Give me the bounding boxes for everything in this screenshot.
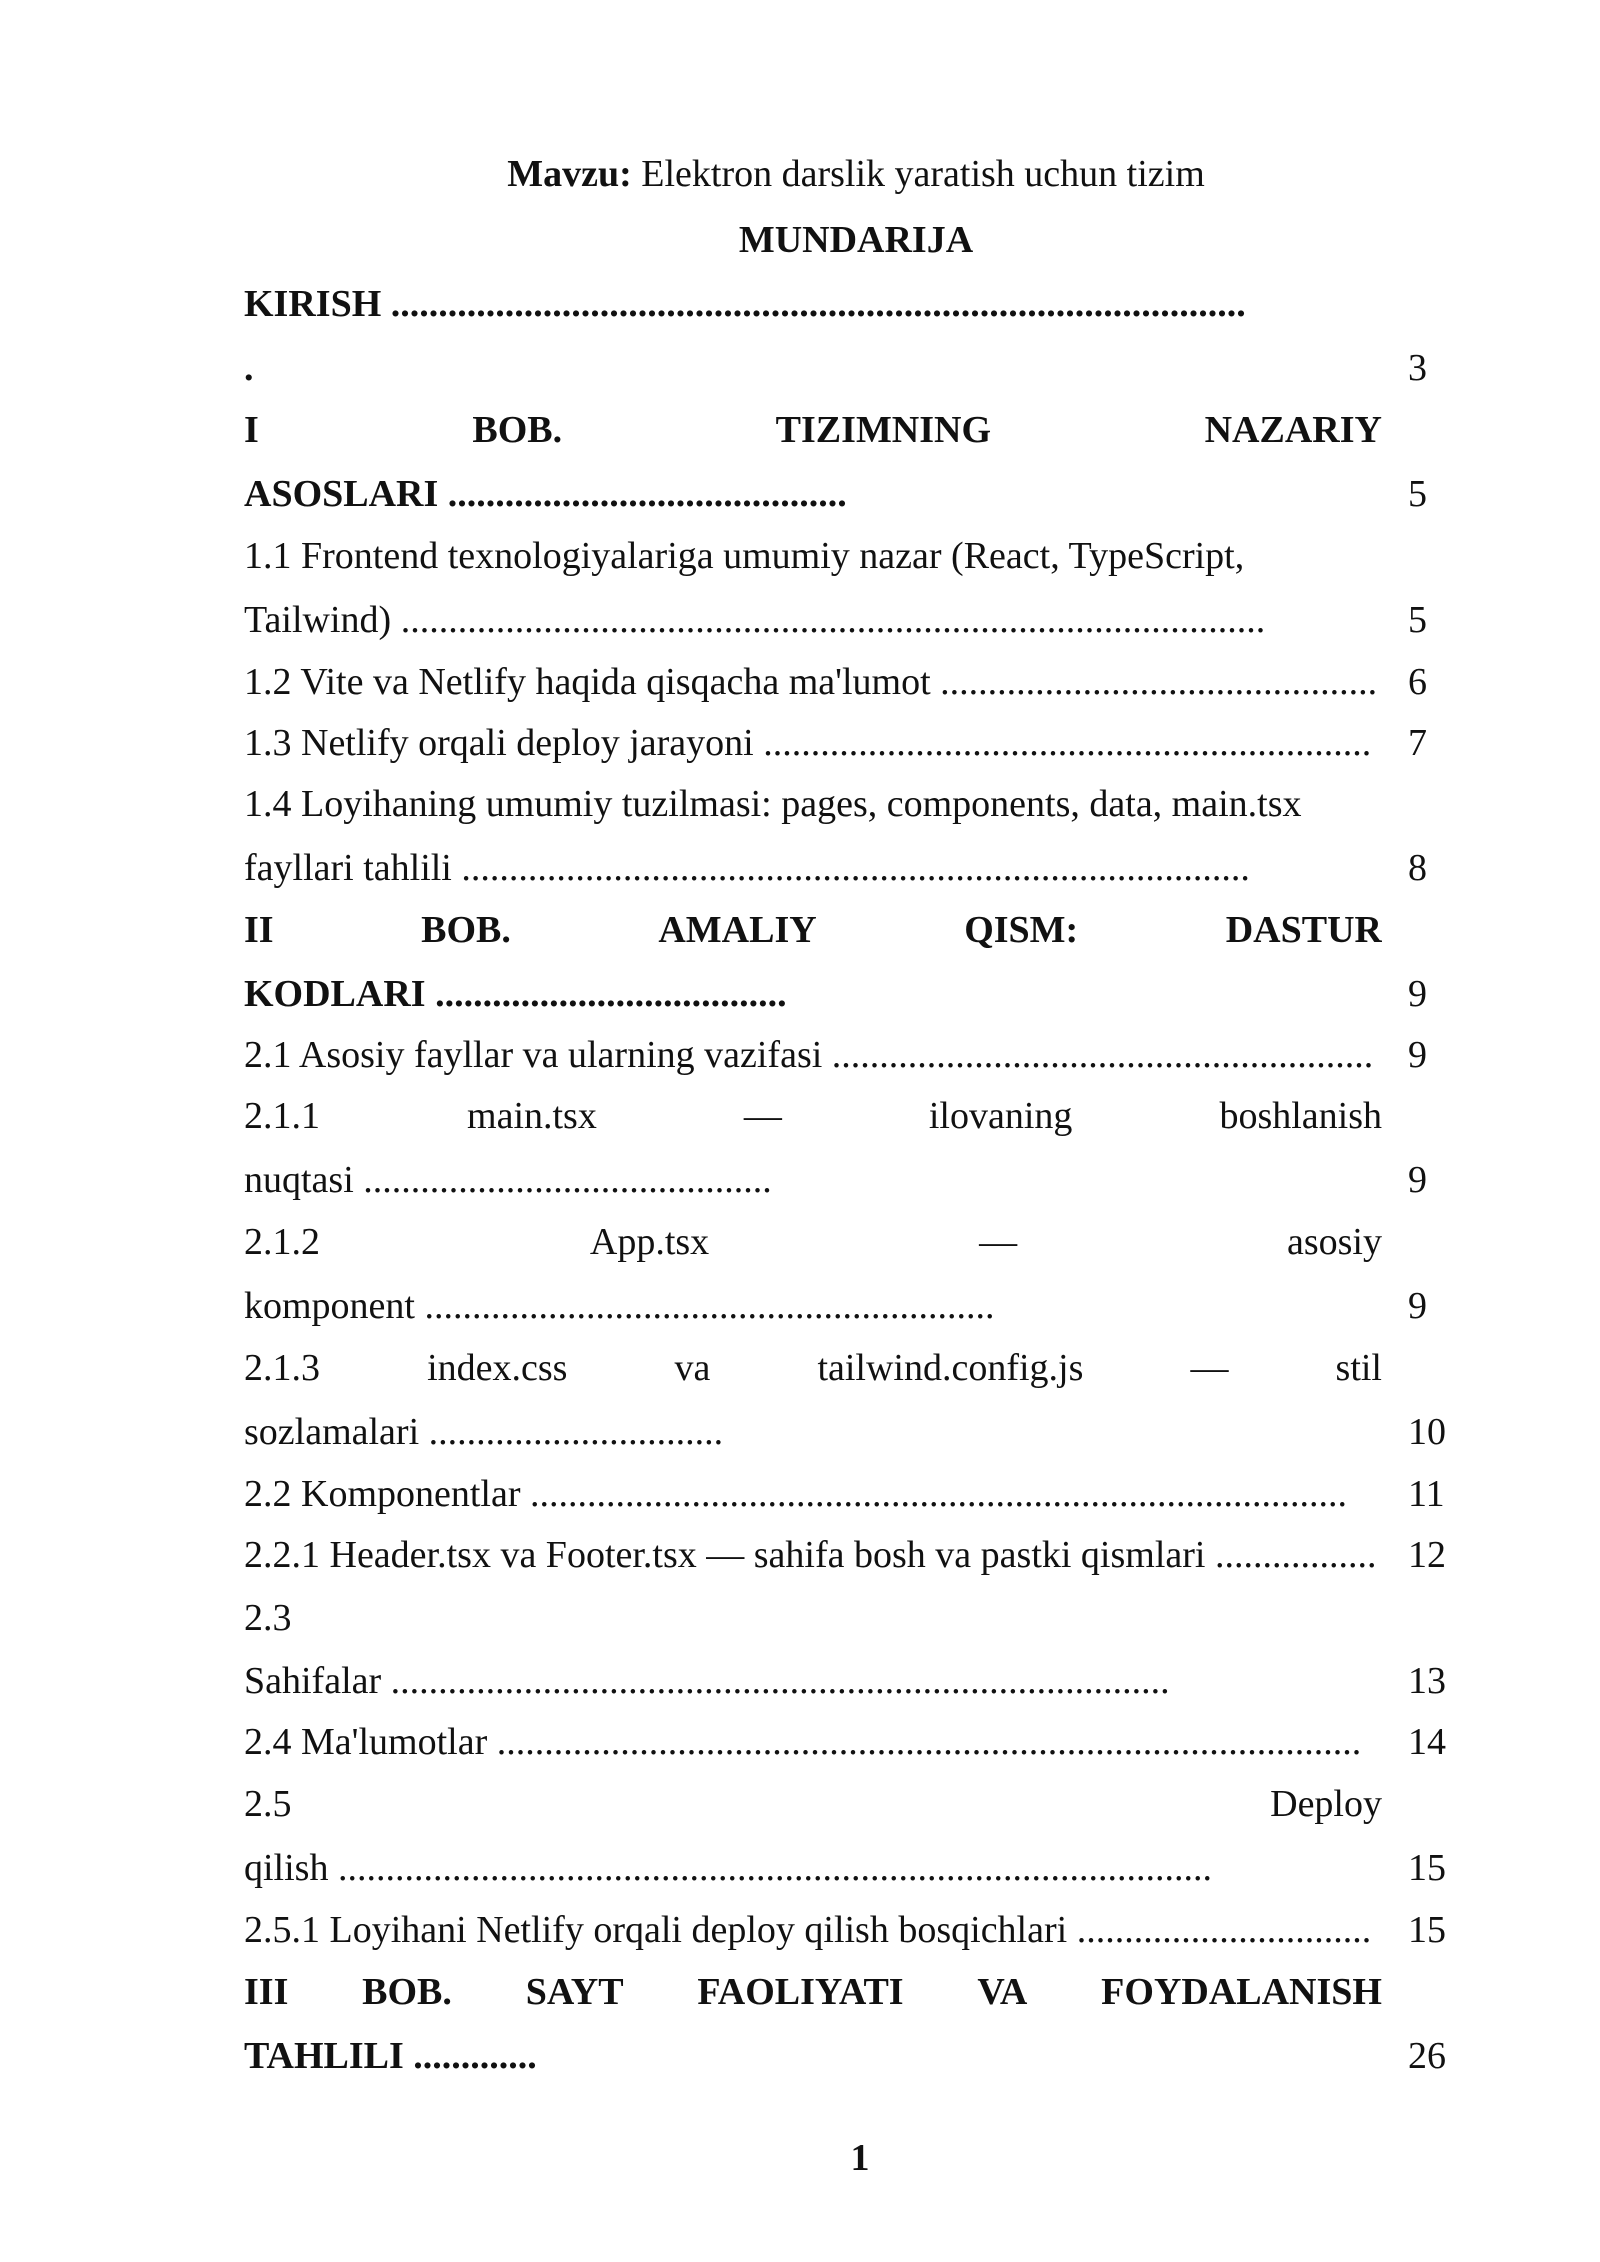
toc-page-number: 13 (1408, 1660, 1446, 1702)
toc-entry-2-1-3[interactable] (244, 1346, 1382, 1390)
toc-entry-bob-3-cont: TAHLILI ............. (244, 2035, 537, 2077)
toc-entry-1-1-cont: Tailwind) ........................................................................................... (244, 599, 1266, 641)
toc-word: — (1190, 1347, 1229, 1389)
toc-word: II (244, 909, 274, 951)
toc-page-number: 9 (1408, 1159, 1427, 1201)
toc-entry-2-5-1[interactable]: 2.5.1 Loyihani Netlify orqali deploy qilish bosqichlari ............................... (244, 1909, 1372, 1951)
toc-word: tailwind.config.js (817, 1347, 1084, 1389)
toc-word: FAOLIYATI (697, 1971, 904, 2013)
toc-page-number: 7 (1408, 722, 1427, 764)
toc-page-number: 8 (1408, 847, 1427, 889)
toc-entry-kirish-cont: . (244, 347, 254, 389)
toc-entry-1-4[interactable]: 1.4 Loyihaning umumiy tuzilmasi: pages, components, data, main.tsx (244, 783, 1302, 825)
toc-entry-kirish[interactable]: KIRISH .......................................................................................... (244, 283, 1246, 325)
toc-entry-2-1-2-cont: komponent ............................................................ (244, 1285, 995, 1327)
page-footer-number: 1 (850, 2137, 870, 2179)
toc-word: 2.5 (244, 1783, 292, 1825)
toc-page-number: 9 (1408, 1285, 1427, 1327)
toc-entry-2-1-3-cont: sozlamalari ............................... (244, 1411, 724, 1453)
toc-page-number: 11 (1408, 1473, 1445, 1515)
toc-entry-2-2[interactable]: 2.2 Komponentlar ...................................................................................... (244, 1473, 1348, 1515)
toc-word: FOYDALANISH (1101, 1971, 1382, 2013)
toc-entry-1-4-cont: fayllari tahlili ................................................................................... (244, 847, 1250, 889)
topic-line (0, 152, 1600, 196)
toc-word: stil (1335, 1347, 1382, 1389)
toc-word: QISM: (964, 909, 1079, 951)
toc-entry-1-2[interactable]: 1.2 Vite va Netlify haqida qisqacha ma'lumot .............................................. (244, 661, 1378, 703)
toc-page-number: 12 (1408, 1534, 1446, 1576)
toc-word: NAZARIY (1204, 409, 1382, 451)
toc-entry-2-1[interactable]: 2.1 Asosiy fayllar va ularning vazifasi ......................................................... (244, 1034, 1374, 1076)
toc-page-number: 6 (1408, 661, 1427, 703)
toc-page-number: 15 (1408, 1909, 1446, 1951)
toc-entry-2-5-cont: qilish ............................................................................................ (244, 1847, 1212, 1889)
toc-word: I (244, 409, 259, 451)
toc-word: SAYT (525, 1971, 624, 2013)
toc-entry-2-4[interactable]: 2.4 Ma'lumotlar ........................................................................................... (244, 1721, 1362, 1763)
toc-word: — (743, 1095, 782, 1137)
toc-title: MUNDARIJA (738, 219, 974, 261)
toc-word: 2.1.2 (244, 1221, 320, 1263)
toc-entry-bob-2-cont: KODLARI ..................................... (244, 973, 787, 1015)
toc-page-number: 14 (1408, 1721, 1446, 1763)
toc-word: App.tsx (589, 1221, 710, 1263)
toc-word: main.tsx (467, 1095, 597, 1137)
toc-entry-2-2-1[interactable]: 2.2.1 Header.tsx va Footer.tsx — sahifa bosh va pastki qismlari ................. (244, 1534, 1377, 1576)
toc-entry-bob-2[interactable] (244, 908, 1382, 952)
toc-page-number: 26 (1408, 2035, 1446, 2077)
toc-word: VA (977, 1971, 1028, 2013)
toc-word: boshlanish (1219, 1095, 1382, 1137)
toc-word: index.css (427, 1347, 568, 1389)
toc-word: 2.1.1 (244, 1095, 320, 1137)
toc-word: BOB. (472, 409, 563, 451)
toc-word: DASTUR (1225, 909, 1382, 951)
toc-word: III (244, 1971, 289, 2013)
toc-word: AMALIY (658, 909, 817, 951)
toc-page-number: 3 (1408, 347, 1427, 389)
toc-word: — (979, 1221, 1018, 1263)
toc-page-number: 9 (1408, 1034, 1427, 1076)
toc-word: Deploy (1270, 1783, 1382, 1825)
topic-label: Mavzu: (507, 153, 632, 195)
toc-entry-bob-1[interactable] (244, 408, 1382, 452)
toc-page-number: 15 (1408, 1847, 1446, 1889)
toc-entry-2-5[interactable] (244, 1782, 1382, 1826)
toc-page-number: 10 (1408, 1411, 1446, 1453)
toc-entry-2-1-2[interactable] (244, 1220, 1382, 1264)
toc-page-number: 9 (1408, 973, 1427, 1015)
toc-entry-2-1-1[interactable] (244, 1094, 1382, 1138)
toc-word: BOB. (421, 909, 511, 951)
toc-entry-bob-3[interactable] (244, 1970, 1382, 2014)
toc-word: 2.1.3 (244, 1347, 320, 1389)
toc-entry-1-3[interactable]: 1.3 Netlify orqali deploy jarayoni ................................................................ (244, 722, 1372, 764)
topic-text: Elektron darslik yaratish uchun tizim (631, 153, 1205, 195)
toc-word: ilovaning (928, 1095, 1073, 1137)
toc-page-number: 5 (1408, 599, 1427, 641)
toc-page-number: 5 (1408, 473, 1427, 515)
toc-word: va (674, 1347, 711, 1389)
toc-entry-2-3[interactable]: 2.3 (244, 1597, 292, 1639)
toc-entry-bob-1-cont: ASOSLARI .......................................... (244, 473, 847, 515)
toc-word: TIZIMNING (775, 409, 992, 451)
toc-word: asosiy (1286, 1221, 1382, 1263)
toc-entry-2-1-1-cont: nuqtasi ........................................... (244, 1159, 772, 1201)
toc-word: BOB. (362, 1971, 452, 2013)
toc-entry-1-1[interactable]: 1.1 Frontend texnologiyalariga umumiy nazar (React, TypeScript, (244, 535, 1245, 577)
toc-entry-2-3-cont: Sahifalar .................................................................................. (244, 1660, 1170, 1702)
